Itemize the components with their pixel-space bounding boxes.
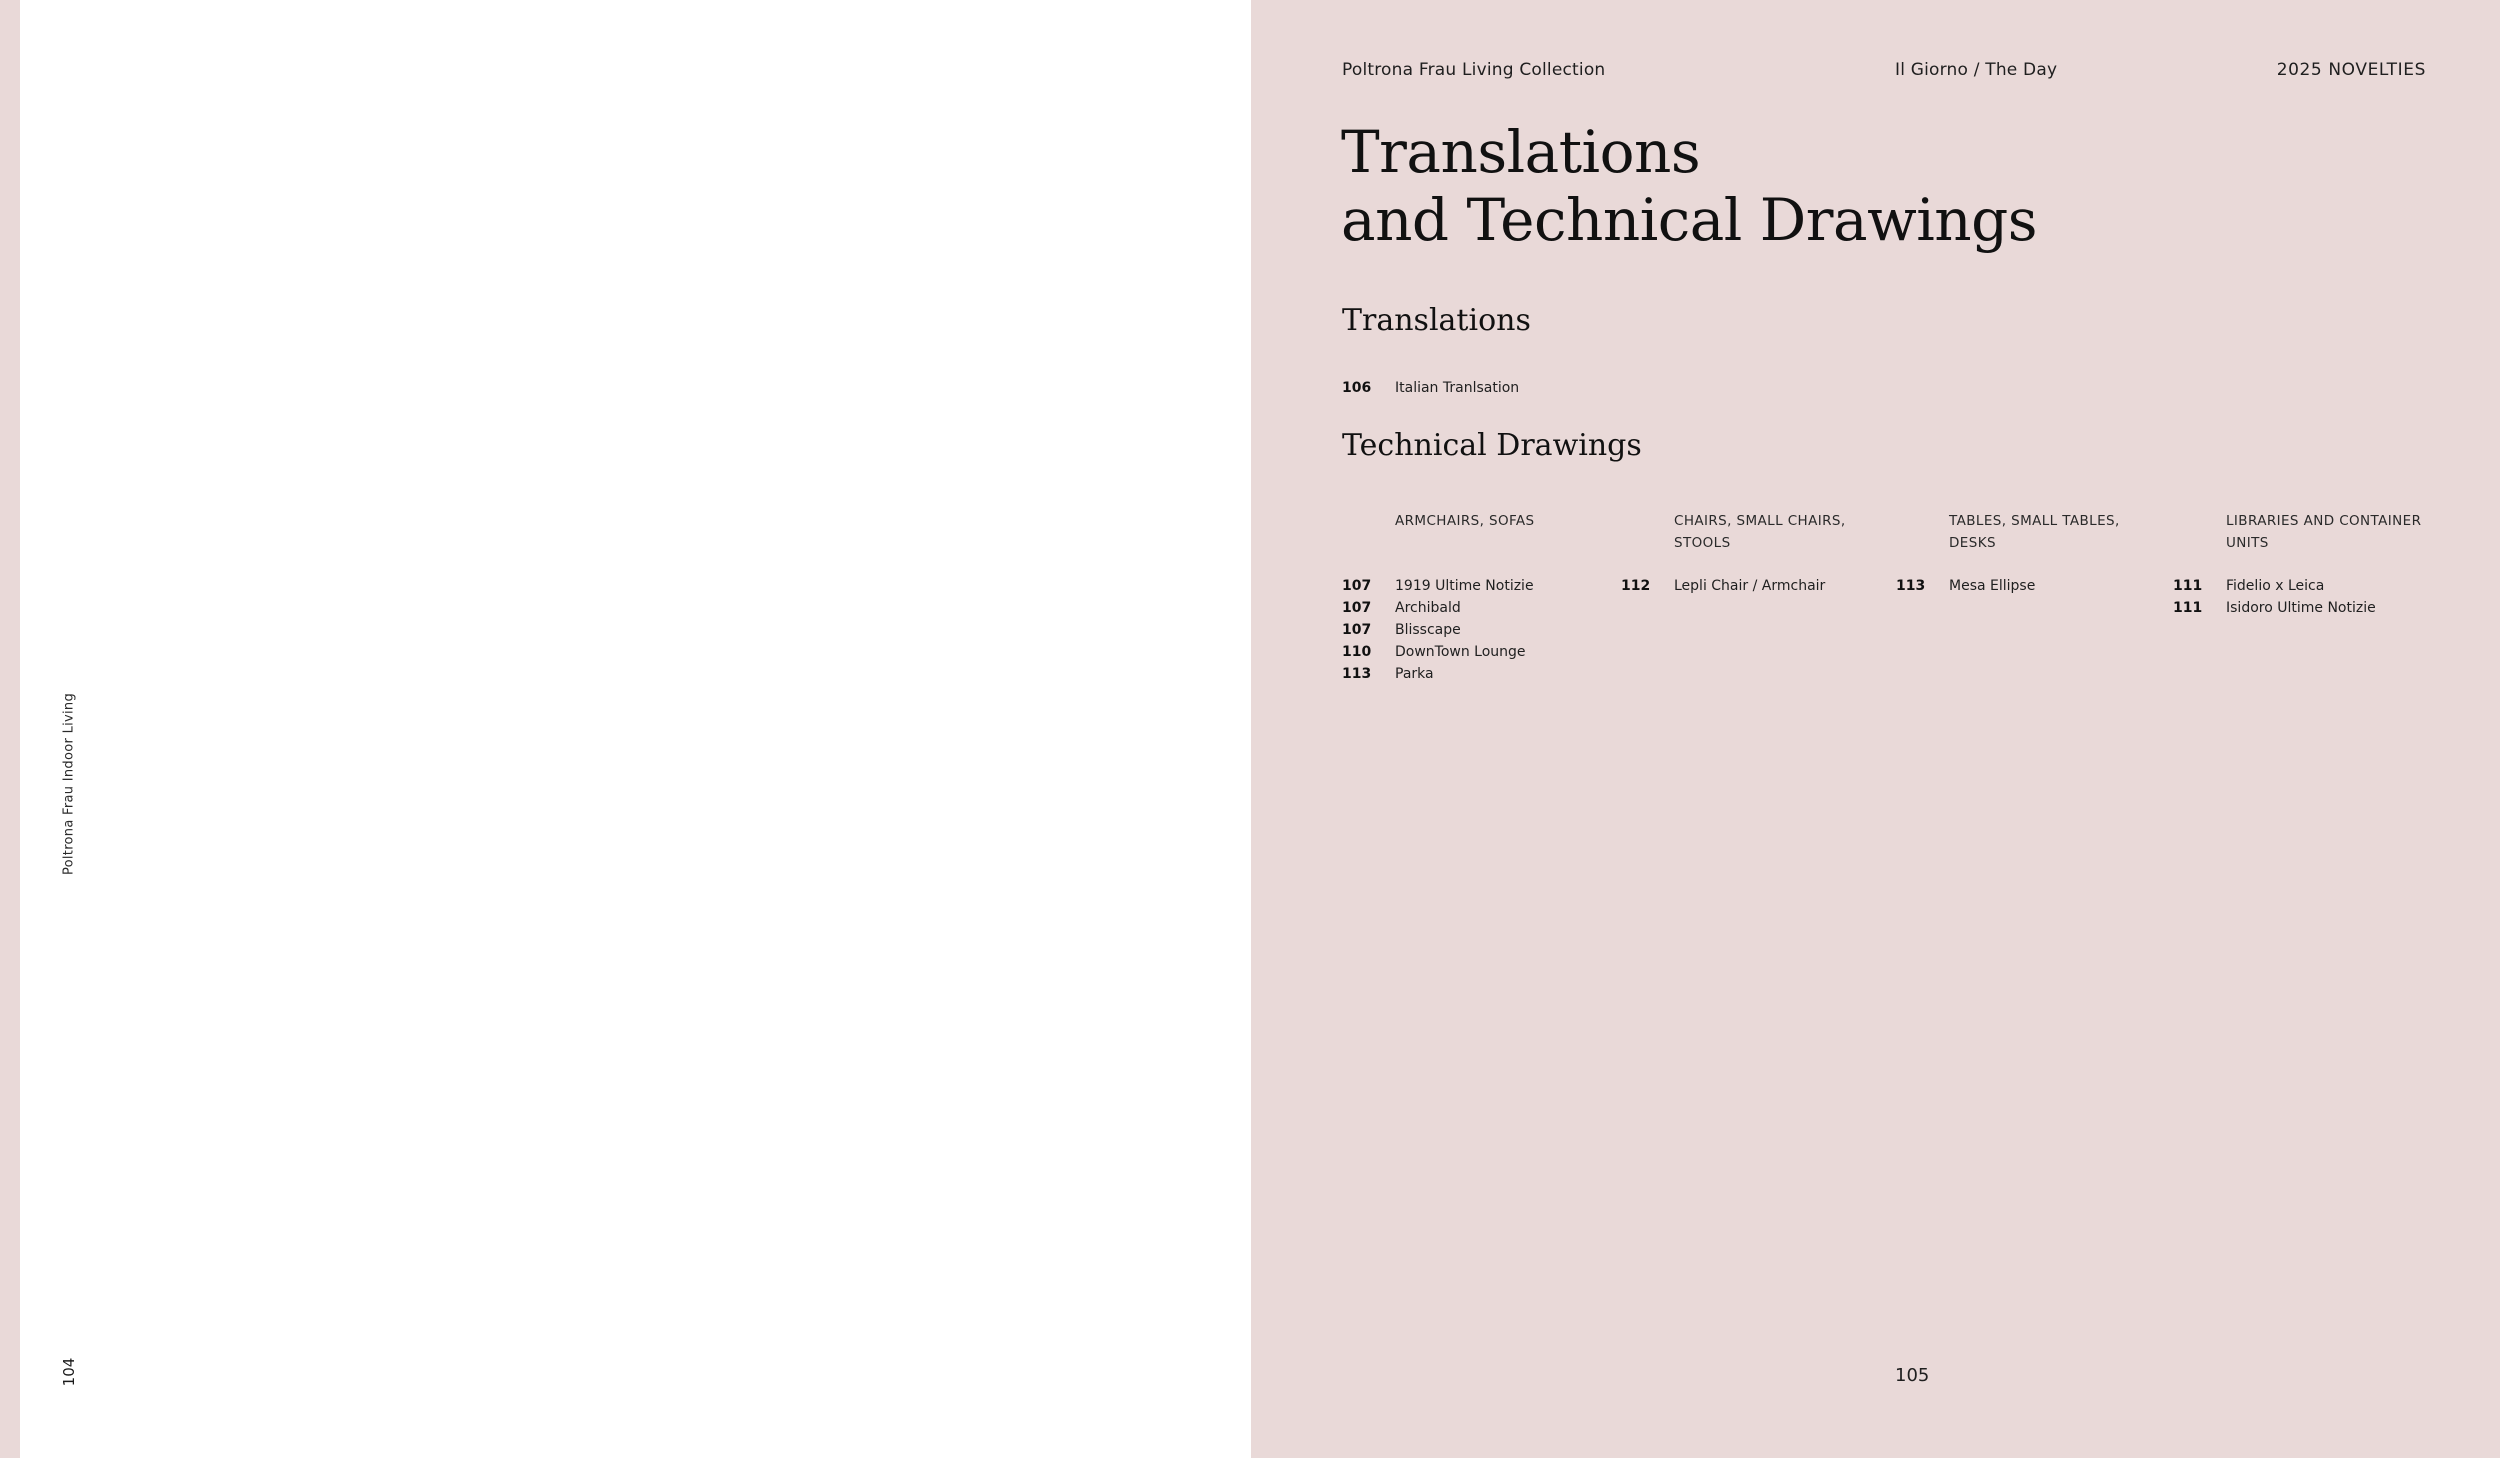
entry-label: Blisscape [1395, 622, 1461, 638]
entry-label: Mesa Ellipse [1949, 578, 2036, 594]
entry-page-number: 107 [1342, 622, 1372, 638]
technical-drawings-heading: Technical Drawings [1342, 428, 1642, 463]
running-header-edition: 2025 NOVELTIES [2276, 60, 2426, 80]
entry-page-number: 111 [2173, 600, 2203, 616]
category-heading-armchairs-sofas: ARMCHAIRS, SOFAS [1395, 513, 1535, 529]
entry-label: Parka [1395, 666, 1434, 682]
category-heading-tables-desks: TABLES, SMALL TABLES, DESKS [1949, 513, 2120, 551]
left-page-edge [0, 0, 20, 1458]
running-header-collection: Poltrona Frau Living Collection [1342, 60, 1606, 80]
entry-label: 1919 Ultime Notizie [1395, 578, 1534, 594]
left-page [20, 0, 1251, 1458]
entry-page-number: 111 [2173, 578, 2203, 594]
page-title-line-1: Translations [1341, 118, 1701, 186]
entry-label: Archibald [1395, 600, 1461, 616]
entry-page-number: 106 [1342, 380, 1372, 396]
left-page-spine-text: Poltrona Frau Indoor Living [61, 692, 77, 876]
entry-page-number: 107 [1342, 600, 1372, 616]
translations-heading: Translations [1342, 303, 1531, 338]
category-heading-chairs-stools: CHAIRS, SMALL CHAIRS, STOOLS [1674, 513, 1846, 551]
entry-label: DownTown Lounge [1395, 644, 1526, 660]
running-header-section: Il Giorno / The Day [1895, 60, 2058, 80]
entry-page-number: 110 [1342, 644, 1372, 660]
page-title [1341, 118, 2037, 254]
page-title-line-2: and Technical Drawings [1341, 186, 2038, 254]
right-page [1251, 0, 2500, 1458]
entry-page-number: 107 [1342, 578, 1372, 594]
entry-label: Lepli Chair / Armchair [1674, 578, 1826, 594]
right-page-number: 105 [1895, 1365, 1930, 1386]
entry-page-number: 113 [1896, 578, 1926, 594]
category-heading-libraries-containers: LIBRARIES AND CONTAINER UNITS [2226, 513, 2422, 551]
entry-label: Fidelio x Leica [2226, 578, 2325, 594]
entry-page-number: 112 [1621, 578, 1651, 594]
entry-label: Isidoro Ultime Notizie [2226, 600, 2376, 616]
entry-label: Italian Tranlsation [1395, 380, 1520, 396]
left-page-number: 104 [60, 1357, 78, 1387]
entry-page-number: 113 [1342, 666, 1372, 682]
